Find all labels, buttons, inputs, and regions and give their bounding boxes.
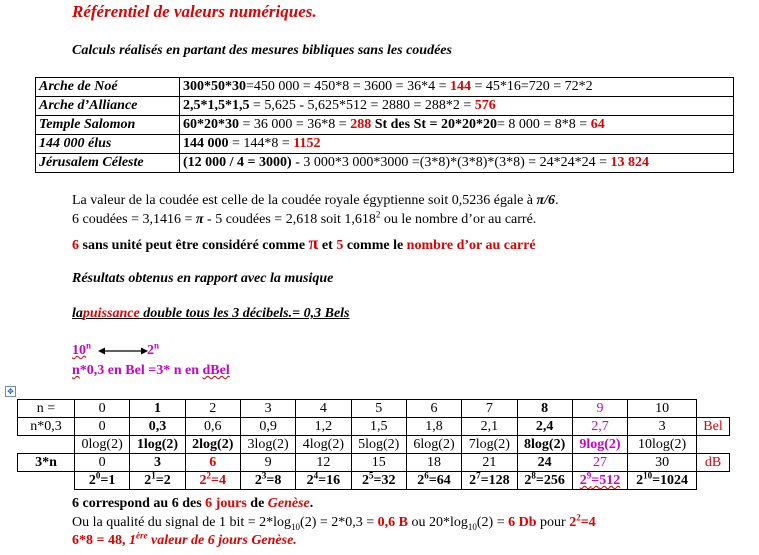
text: .: [309, 496, 314, 511]
pow-value: 1: [108, 473, 116, 488]
superscript: n: [154, 340, 160, 351]
pow-exponent: 8: [531, 470, 536, 481]
cell: [572, 418, 627, 436]
text: comme le: [343, 238, 407, 253]
measure-row: [36, 116, 734, 135]
power-expr: [144, 470, 171, 488]
pow-value: 2: [163, 473, 171, 488]
cell: [185, 454, 240, 472]
cell: [406, 454, 461, 472]
superscript: n: [86, 340, 92, 351]
text: *0,3 en Bel =3* n en: [79, 363, 203, 378]
measure-row: [36, 97, 734, 116]
cell: [572, 454, 627, 472]
calc-part: = 8 000 = 8*8 =: [497, 117, 591, 132]
cell: [517, 436, 572, 454]
value: 3: [247, 437, 255, 452]
measure-row: [36, 135, 734, 154]
row-label: n =: [18, 400, 75, 418]
calc-part: = 36 000 = 36*8 =: [239, 117, 351, 132]
measure-calculation: [180, 97, 734, 116]
text: 6 coudées = 3,1416 =: [72, 212, 196, 227]
cell: [130, 472, 185, 490]
cell: [628, 472, 697, 490]
power-expr: [306, 470, 341, 488]
pow-value: 4: [219, 473, 227, 488]
text: 6*8 = 48,: [72, 533, 129, 548]
subscript: 10: [291, 521, 301, 532]
cell: [185, 472, 240, 490]
measure-name: Arche d’Alliance: [36, 97, 180, 116]
value: 1: [153, 401, 161, 416]
cell: [75, 418, 130, 436]
cell: [628, 454, 697, 472]
value: 12: [316, 455, 331, 470]
row-n: [18, 400, 730, 418]
log-suffix: log(2): [199, 437, 234, 452]
value: 9: [579, 437, 587, 452]
paragraph-six-sans-unite: [72, 233, 536, 254]
cell: [296, 400, 351, 418]
text: n: [72, 363, 80, 378]
six-jours: 6 jours: [205, 496, 247, 511]
cell: [628, 436, 697, 454]
value: 3: [264, 401, 272, 416]
pi-symbol: π: [308, 233, 319, 253]
value: 2,4: [535, 419, 554, 434]
cell: [296, 454, 351, 472]
text: - 5 coudées = 2,618 soit 1,618: [203, 212, 376, 227]
value: 3: [658, 419, 666, 434]
measure-name: 144 000 élus: [36, 135, 180, 154]
measure-calculation: [180, 135, 734, 154]
table-move-handle-icon[interactable]: ✥: [5, 386, 16, 397]
row-powers: [18, 472, 730, 490]
unit-cell: [697, 472, 730, 490]
equals: =: [591, 473, 600, 488]
equals: =: [428, 473, 437, 488]
calc-part: - 3 000*3 000*3000 =(3*8)*(3*8)*(3*8) = 24*24*24 =: [291, 155, 611, 170]
calc-part: =450 000 = 450*8 = 3600 = 36*4 =: [246, 79, 450, 94]
pow-value: 8: [274, 473, 282, 488]
value: 3: [153, 455, 161, 470]
pow-base: 2: [199, 473, 207, 488]
cell: [351, 454, 406, 472]
log-suffix: log(2): [365, 437, 400, 452]
pow-exponent: 9: [586, 470, 592, 481]
cell: [75, 436, 130, 454]
nombre-or-carre: nombre d’or au carré: [406, 238, 536, 253]
cell: [406, 436, 461, 454]
log-suffix: log(2): [651, 437, 687, 452]
cell: [185, 400, 240, 418]
value: 6: [209, 455, 217, 470]
pow-value: 16: [326, 473, 341, 488]
equals: =: [318, 473, 327, 488]
text: valeur de 6 jours Genèse.: [147, 533, 297, 548]
genese-word: Genèse: [267, 496, 310, 511]
value: 2: [209, 401, 217, 416]
value: 1,8: [425, 419, 443, 434]
pow-base: 2: [306, 473, 314, 488]
text: 2: [147, 343, 154, 358]
section-subtitle-calculs: Calculs réalisés en partant des mesures bibliques sans les coudées: [72, 43, 452, 58]
cell: [75, 472, 130, 490]
bel-relation: [72, 363, 230, 379]
text: 6 correspond au 6 des: [72, 496, 206, 511]
text: La valeur de la coudée est celle de la coudée royale égyptienne soit 0,5236 égale à: [72, 193, 537, 208]
value: 8: [524, 437, 532, 452]
value: 2,7: [591, 419, 609, 434]
cell: [572, 400, 627, 418]
pow-value: 32: [381, 473, 396, 488]
log-suffix: log(2): [143, 437, 179, 452]
puissance-word: puissance: [82, 306, 140, 321]
cell: [462, 454, 517, 472]
row-log: [18, 436, 730, 454]
cell: [240, 436, 295, 454]
unit-cell: dB: [697, 454, 730, 472]
text: pour: [536, 515, 570, 530]
row-label: n*0,3: [18, 418, 75, 436]
calc-part: = 144*8 =: [228, 136, 294, 151]
pow-exponent: 5: [368, 470, 374, 481]
value: 30: [655, 455, 670, 470]
text: 10: [72, 343, 86, 358]
power-expr: [524, 470, 565, 488]
pow-base: 2: [361, 473, 369, 488]
equals: =: [480, 473, 489, 488]
value: 21: [482, 455, 497, 470]
cell: [130, 436, 185, 454]
text: 2: [569, 515, 577, 530]
footer-line-genese: [72, 496, 313, 512]
cell: [296, 436, 351, 454]
cell: [517, 454, 572, 472]
value: 8: [541, 401, 549, 416]
two-squared: [569, 512, 596, 530]
value: 2: [192, 437, 200, 452]
double-arrow-icon: [98, 346, 148, 356]
cell: [185, 436, 240, 454]
value: 0,9: [259, 419, 277, 434]
value: 10: [637, 437, 652, 452]
calc-part: 288: [350, 117, 372, 132]
measure-calculation: [180, 78, 734, 97]
calc-part: (12 000 / 4 = 3000): [183, 155, 292, 170]
log-suffix: log(2): [420, 437, 455, 452]
value: 18: [427, 455, 442, 470]
value: 27: [592, 455, 607, 470]
pow-exponent: 10: [643, 470, 653, 481]
ten-power-n: [72, 340, 92, 359]
value: 0: [98, 401, 106, 416]
superscript: 2: [375, 209, 381, 220]
text: de: [246, 496, 268, 511]
power-expr: [88, 470, 116, 488]
pow-base: 2: [636, 473, 644, 488]
text: ou 20*log: [408, 515, 468, 530]
row-label: [18, 472, 75, 490]
cell: [517, 418, 572, 436]
text: la: [72, 306, 83, 321]
calc-part: 2,5*1,5*1,5: [183, 98, 250, 113]
value: 7: [468, 437, 476, 452]
powers-table: [17, 399, 730, 490]
paragraph-coudee: [72, 193, 559, 209]
measure-calculation: [180, 154, 734, 173]
cell: [628, 400, 697, 418]
value: 4: [319, 401, 327, 416]
cell: [517, 472, 572, 490]
value: 0: [98, 419, 106, 434]
cell: [75, 400, 130, 418]
pow-base: 2: [88, 473, 96, 488]
cell: [572, 436, 627, 454]
calc-part: 13 824: [610, 155, 650, 170]
calc-part: 1152: [293, 136, 321, 151]
pow-exponent: 6: [424, 470, 429, 481]
cell: [240, 418, 295, 436]
cell: [462, 400, 517, 418]
row-label: [18, 436, 75, 454]
text: 1: [128, 533, 136, 548]
value-6-db: 6 Db: [508, 515, 537, 530]
pi-symbol: π: [195, 212, 204, 227]
power-expr: [417, 470, 451, 488]
equals: =: [211, 473, 220, 488]
text: dBel: [202, 363, 230, 378]
cell: [572, 472, 627, 490]
value: 15: [371, 455, 386, 470]
cell: [240, 454, 295, 472]
text: =4: [580, 515, 596, 530]
equals: =: [266, 473, 275, 488]
cell: [240, 400, 295, 418]
cell: [75, 454, 130, 472]
value: 6: [413, 437, 421, 452]
cell: [406, 400, 461, 418]
value: 0: [81, 437, 89, 452]
value: 7: [485, 401, 493, 416]
cell: [462, 472, 517, 490]
equals: =: [155, 473, 164, 488]
log-suffix: log(2): [586, 437, 621, 452]
calc-part: 144 000: [183, 136, 229, 151]
text: et: [318, 238, 337, 253]
value: 0: [98, 455, 106, 470]
cell: [130, 418, 185, 436]
value: 10: [655, 401, 670, 416]
value: 9: [264, 455, 272, 470]
calc-part: 64: [590, 117, 605, 132]
power-expr: [199, 470, 227, 488]
value: 9: [596, 401, 604, 416]
measure-calculation: [180, 116, 734, 135]
unit-cell: [697, 436, 730, 454]
page-title: Référentiel de valeurs numériques.: [72, 2, 317, 21]
pow-base: 2: [254, 473, 262, 488]
cell: [240, 472, 295, 490]
value: 5: [358, 437, 366, 452]
cell: [517, 400, 572, 418]
equals: =: [652, 473, 661, 488]
pow-value: 64: [436, 473, 451, 488]
text: double tous les 3 décibels.= 0,3 Bels: [139, 306, 350, 321]
calc-part: = 5,625 - 5,625*512 = 2880 = 288*2 =: [249, 98, 475, 113]
section-subtitle-musique: Résultats obtenus en rapport avec la musique: [72, 271, 334, 286]
calc-part: St des St = 20*20*20: [371, 117, 498, 132]
pow-base: 2: [524, 473, 532, 488]
value: 4: [302, 437, 310, 452]
subscript: 10: [467, 521, 477, 532]
pow-base: 2: [579, 473, 587, 488]
power-expr: [469, 470, 510, 488]
pi-over-6: π/6: [536, 193, 556, 208]
value: 2,1: [480, 419, 499, 434]
equals: =: [535, 473, 544, 488]
red-five: 5: [336, 238, 344, 253]
log-suffix: log(2): [88, 437, 123, 452]
calc-part: = 45*16=720 = 72*2: [470, 79, 593, 94]
two-power-n: [147, 340, 160, 359]
red-six: 6: [72, 238, 79, 253]
equals: =: [373, 473, 382, 488]
cell: [462, 436, 517, 454]
value: 24: [537, 455, 552, 470]
calc-part: 144: [449, 79, 471, 94]
footer-line-48: [72, 530, 297, 549]
calc-part: 576: [474, 98, 496, 113]
paragraph-six-coudees: [72, 209, 537, 228]
value: 5: [375, 401, 383, 416]
cell: [351, 418, 406, 436]
cell: [296, 472, 351, 490]
value-0-6-b: 0,6 B: [377, 515, 408, 530]
equals: =: [100, 473, 109, 488]
value: 6: [430, 401, 438, 416]
cell: [296, 418, 351, 436]
calc-part: 300*50*30: [183, 79, 246, 94]
premiere-valeur: [128, 530, 297, 548]
log-suffix: log(2): [309, 437, 345, 452]
cell: [406, 472, 461, 490]
text: .: [555, 193, 559, 208]
value: 0,6: [204, 419, 222, 434]
unit-cell: Bel: [697, 418, 730, 436]
text: ou le nombre d’or au carré.: [380, 212, 537, 227]
pow-exponent: 0: [95, 470, 101, 481]
puissance-line: [72, 306, 350, 322]
cell: [130, 400, 185, 418]
pow-exponent: 2: [206, 470, 212, 481]
measure-name: Temple Salomon: [36, 116, 180, 135]
superscript: 2: [576, 512, 581, 523]
value: 1: [136, 437, 144, 452]
measures-table: [35, 77, 734, 173]
pow-exponent: 1: [151, 470, 156, 481]
superscript: ère: [135, 530, 148, 541]
row-db: [18, 454, 730, 472]
pow-base: 2: [144, 473, 152, 488]
pow-base: 2: [469, 473, 477, 488]
text: Ou la qualité du signal de 1 bit = 2*log: [72, 515, 292, 530]
cell: [351, 436, 406, 454]
cell: [406, 418, 461, 436]
pow-exponent: 7: [476, 470, 481, 481]
value: 1,2: [314, 419, 333, 434]
cell: [351, 400, 406, 418]
text: sans unité peut être considéré comme: [79, 238, 309, 253]
cell: [628, 418, 697, 436]
row-bel: [18, 418, 730, 436]
footer-line-signal: [72, 512, 596, 532]
cell: [130, 454, 185, 472]
power-expr: [636, 470, 689, 488]
measure-name: Arche de Noé: [36, 78, 180, 97]
text: (2) =: [476, 515, 509, 530]
log-suffix: log(2): [475, 437, 510, 452]
calc-part: 60*20*30: [183, 117, 239, 132]
pow-value: 512: [599, 473, 621, 488]
pow-value: 1024: [660, 473, 689, 488]
measure-row: [36, 78, 734, 97]
power-expr: [254, 470, 282, 488]
pow-exponent: 4: [313, 470, 319, 481]
cell: [462, 418, 517, 436]
power-expr: [361, 470, 396, 488]
pow-value: 128: [488, 473, 510, 488]
pow-base: 2: [417, 473, 425, 488]
unit-cell: [697, 400, 730, 418]
cell: [185, 418, 240, 436]
measure-name: Jérusalem Céleste: [36, 154, 180, 173]
power-expr: [579, 470, 621, 488]
log-suffix: log(2): [531, 437, 566, 452]
cell: [351, 472, 406, 490]
measure-row: [36, 154, 734, 173]
pow-value: 256: [543, 473, 565, 488]
value: 1,5: [369, 419, 388, 434]
pow-exponent: 3: [261, 470, 267, 481]
value: 0,3: [148, 419, 167, 434]
text: (2) = 2*0,3 =: [300, 515, 378, 530]
log-suffix: log(2): [254, 437, 289, 452]
row-label: 3*n: [18, 454, 75, 472]
